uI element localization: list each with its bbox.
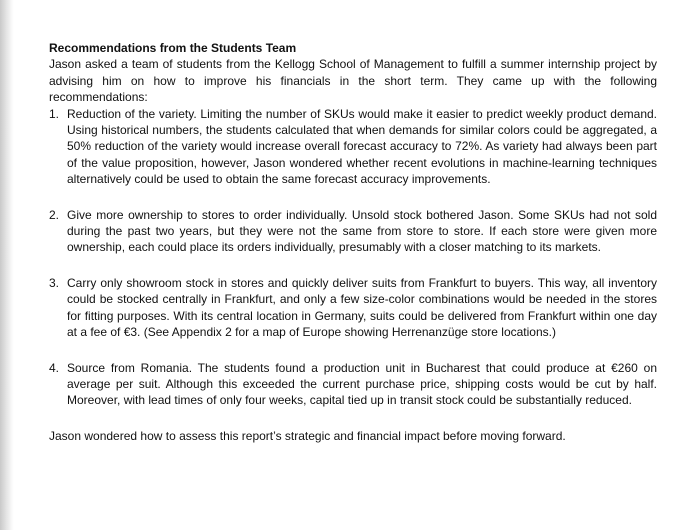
closing-paragraph: Jason wondered how to assess this report’s strategic and financial impact before moving forward. (49, 428, 566, 443)
recommendation-number: 1. (49, 106, 60, 121)
intro-paragraph: Jason asked a team of students from the Kellogg School of Management to fulfill a summer internship project by advising him on how to improve his financials in the short term. They came up with the following recommendations: (49, 57, 657, 105)
recommendation-number: 2. (49, 207, 60, 222)
recommendation-text: Source from Romania. The students found a production unit in Bucharest that could produce at €260 on average per suit. Although this exceeded the current purchase price, shipping costs would be cut by half. Moreover, with lead times of only four weeks, capital tied up in transit stock could be substantially reduced. (67, 360, 657, 408)
recommendation-text: Give more ownership to stores to order individually. Unsold stock bothered Jason. Some SKUs had not sold during the past two years, but they were not the same from store to store. If each store were given more ownership, each could place its orders individually, presumably with a closer matching to its markets. (67, 207, 657, 255)
recommendations-list (49, 106, 657, 409)
recommendation-item-4 (49, 360, 657, 409)
section-heading: Recommendations from the Students Team (49, 41, 297, 55)
recommendation-item-3 (49, 275, 657, 341)
recommendation-item-1 (49, 106, 657, 188)
recommendation-text: Carry only showroom stock in stores and quickly deliver suits from Frankfurt to buyers. This way, all inventory could be stocked centrally in Frankfurt, and only a few size-color combinations would be needed in the stores for fitting purposes. With its central location in Germany, suits could be delivered from Frankfurt within one day at a fee of €3. (See Appendix 2 for a map of Europe showing Herrenanzüge store locations.) (67, 275, 657, 340)
recommendation-item-2 (49, 207, 657, 256)
document-body (49, 40, 657, 444)
recommendation-number: 3. (49, 275, 60, 290)
page-edge-shadow (0, 0, 14, 530)
recommendation-number: 4. (49, 360, 60, 375)
recommendation-text: Reduction of the variety. Limiting the number of SKUs would make it easier to predict weekly product demand. Using historical numbers, the students calculated that when demands for similar colors could be aggregated, a 50% reduction of the variety would increase overall forecast accuracy to 72%. As variety had always been part of the value proposition, however, Jason wondered whether recent evolutions in machine-learning techniques alternatively could be used to obtain the same forecast accuracy improvements. (67, 106, 657, 187)
